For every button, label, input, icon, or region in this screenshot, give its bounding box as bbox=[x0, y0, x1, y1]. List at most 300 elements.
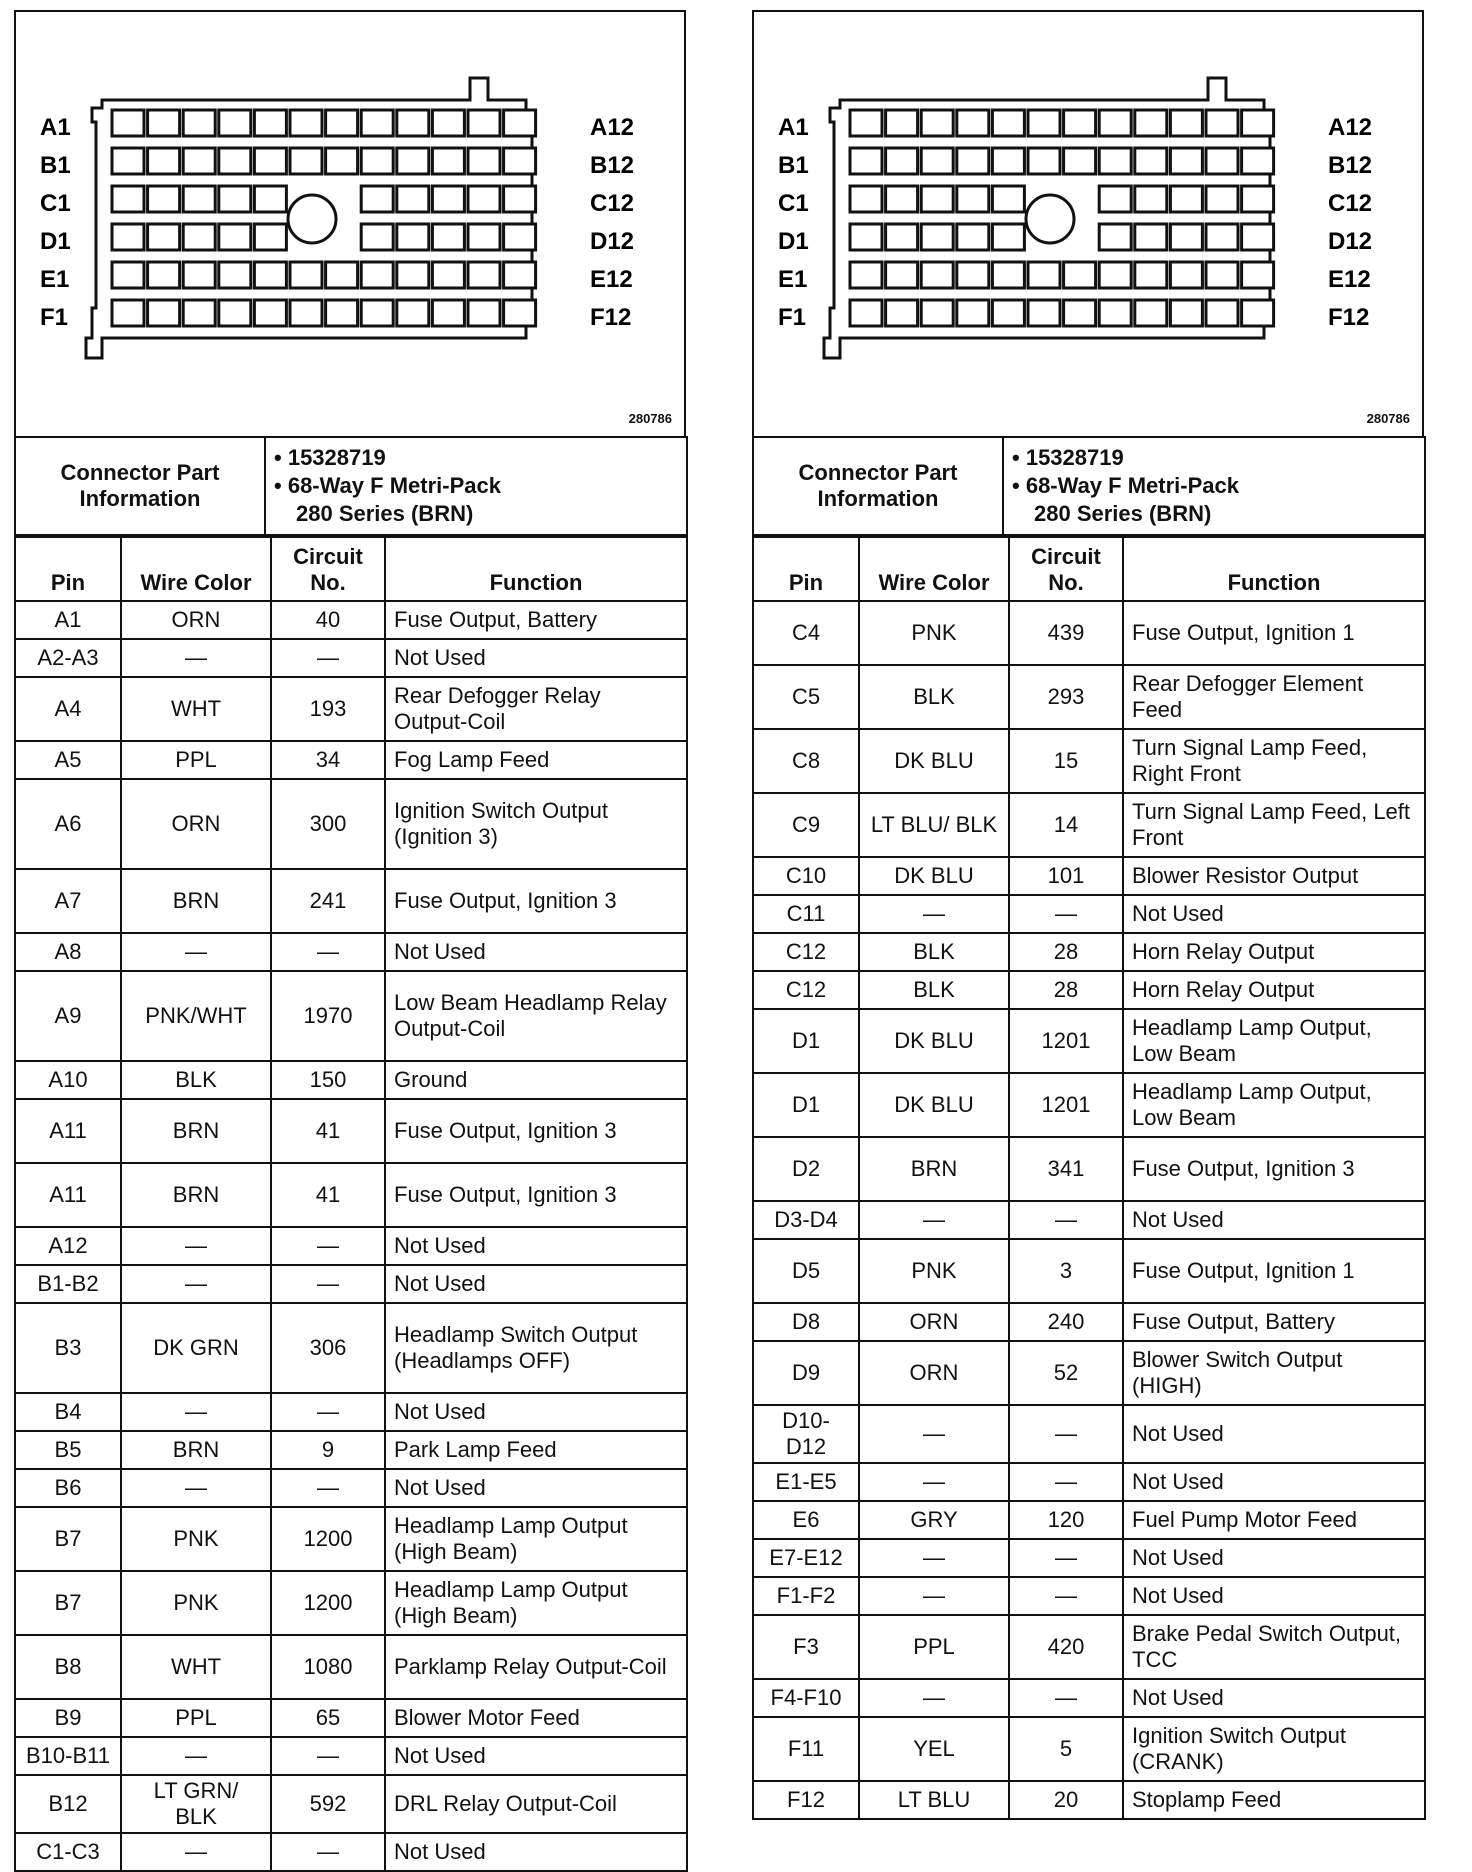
table-row bbox=[15, 741, 687, 779]
header-wire-color: Wire Color bbox=[859, 537, 1009, 601]
pin-cavity bbox=[361, 300, 393, 326]
pin-cell: B7 bbox=[15, 1571, 121, 1635]
pin-cavity bbox=[183, 186, 215, 212]
function-cell: Headlamp Switch Output (Headlamps OFF) bbox=[385, 1303, 687, 1393]
function-cell: Fuse Output, Ignition 3 bbox=[385, 1163, 687, 1227]
wire-color-cell: BLK bbox=[859, 665, 1009, 729]
pin-cavity bbox=[921, 262, 953, 288]
pin-cavity bbox=[290, 262, 322, 288]
function-cell: Headlamp Lamp Output, Low Beam bbox=[1123, 1073, 1425, 1137]
pin-cavity bbox=[112, 148, 144, 174]
table-row bbox=[15, 1393, 687, 1431]
pin-cavity bbox=[1028, 110, 1060, 136]
pin-cavity bbox=[254, 262, 286, 288]
function-cell: Headlamp Lamp Output (High Beam) bbox=[385, 1507, 687, 1571]
pin-cell: B10-B11 bbox=[15, 1737, 121, 1775]
pin-cavity bbox=[1099, 262, 1131, 288]
table-row bbox=[15, 1303, 687, 1393]
pin-cell: A2-A3 bbox=[15, 639, 121, 677]
row-label: E1 bbox=[778, 266, 808, 293]
pin-cavity bbox=[1206, 262, 1238, 288]
wire-color-cell: — bbox=[121, 1393, 271, 1431]
pin-cavity bbox=[850, 186, 882, 212]
wire-color-cell: GRY bbox=[859, 1501, 1009, 1539]
function-cell: Horn Relay Output bbox=[1123, 933, 1425, 971]
pin-cavity bbox=[290, 148, 322, 174]
pin-cell: D2 bbox=[753, 1137, 859, 1201]
pin-cavity bbox=[148, 186, 180, 212]
pin-cavity bbox=[992, 262, 1024, 288]
table-row bbox=[15, 1469, 687, 1507]
header-function: Function bbox=[1123, 537, 1425, 601]
table-row bbox=[753, 1577, 1425, 1615]
pin-cavity bbox=[1135, 110, 1167, 136]
wire-color-cell: DK BLU bbox=[859, 1009, 1009, 1073]
circuit-cell: 1200 bbox=[271, 1507, 385, 1571]
wire-color-cell: PNK/WHT bbox=[121, 971, 271, 1061]
pin-cavity bbox=[1135, 262, 1167, 288]
pin-cell: A1 bbox=[15, 601, 121, 639]
wire-color-cell: ORN bbox=[121, 779, 271, 869]
key-hole bbox=[1026, 195, 1074, 243]
wire-color-cell: — bbox=[859, 1405, 1009, 1463]
row-labels-right bbox=[1328, 114, 1372, 331]
wire-color-cell: BRN bbox=[859, 1137, 1009, 1201]
wire-color-cell: YEL bbox=[859, 1717, 1009, 1781]
pin-cavity bbox=[183, 300, 215, 326]
wire-color-cell: — bbox=[859, 1539, 1009, 1577]
connector-diagram bbox=[752, 10, 1424, 436]
pin-cavity bbox=[850, 148, 882, 174]
table-row bbox=[15, 1507, 687, 1571]
circuit-cell: 341 bbox=[1009, 1137, 1123, 1201]
pin-cell: F1-F2 bbox=[753, 1577, 859, 1615]
table-row bbox=[15, 1061, 687, 1099]
pin-cell: A11 bbox=[15, 1163, 121, 1227]
table-row bbox=[753, 1239, 1425, 1303]
pin-cavity bbox=[326, 148, 358, 174]
pin-cavity bbox=[1028, 262, 1060, 288]
table-row bbox=[15, 1099, 687, 1163]
pin-cavity bbox=[432, 262, 464, 288]
wire-color-cell: WHT bbox=[121, 677, 271, 741]
pin-cell: D1 bbox=[753, 1073, 859, 1137]
wire-color-cell: BLK bbox=[859, 933, 1009, 971]
pin-cavity bbox=[992, 224, 1024, 250]
wire-color-cell: BLK bbox=[859, 971, 1009, 1009]
header-circuit: Circuit No. bbox=[1009, 537, 1123, 601]
pin-cavity bbox=[112, 262, 144, 288]
table-row bbox=[753, 1009, 1425, 1073]
function-cell: Not Used bbox=[385, 933, 687, 971]
pin-cell: A6 bbox=[15, 779, 121, 869]
pin-cavity bbox=[1099, 224, 1131, 250]
row-labels-left bbox=[778, 114, 809, 331]
table-row bbox=[15, 1227, 687, 1265]
part-number: 15328719 bbox=[287, 445, 386, 470]
pin-cavity bbox=[1206, 186, 1238, 212]
pin-cavity bbox=[992, 148, 1024, 174]
connector-face-drawing bbox=[16, 12, 688, 436]
pin-cavity bbox=[326, 300, 358, 326]
circuit-cell: 3 bbox=[1009, 1239, 1123, 1303]
table-row bbox=[15, 1431, 687, 1469]
pin-cell: D3-D4 bbox=[753, 1201, 859, 1239]
pin-cell: B8 bbox=[15, 1635, 121, 1699]
pin-cavity bbox=[361, 186, 393, 212]
header-circuit: Circuit No. bbox=[271, 537, 385, 601]
pin-cavity bbox=[992, 300, 1024, 326]
table-row bbox=[753, 1717, 1425, 1781]
function-cell: Fuse Output, Ignition 1 bbox=[1123, 1239, 1425, 1303]
circuit-cell: 28 bbox=[1009, 971, 1123, 1009]
pin-cavity bbox=[992, 110, 1024, 136]
pin-cell: A8 bbox=[15, 933, 121, 971]
wire-color-cell: ORN bbox=[121, 601, 271, 639]
pin-cavity bbox=[1064, 262, 1096, 288]
pin-cavity bbox=[850, 300, 882, 326]
connector-part-values: • 15328719 • 68-Way F Metri-Pack 280 Series (BRN) bbox=[1003, 437, 1425, 535]
table-row bbox=[15, 1737, 687, 1775]
function-cell: Not Used bbox=[1123, 895, 1425, 933]
table-row bbox=[753, 1463, 1425, 1501]
row-label: C1 bbox=[40, 190, 71, 217]
circuit-cell: 41 bbox=[271, 1099, 385, 1163]
pin-cavity bbox=[219, 186, 251, 212]
pin-cavity bbox=[148, 148, 180, 174]
pin-cavity bbox=[148, 224, 180, 250]
circuit-cell: 1970 bbox=[271, 971, 385, 1061]
table-row bbox=[753, 1137, 1425, 1201]
pin-cell: D1 bbox=[753, 1009, 859, 1073]
row-labels-left bbox=[40, 114, 71, 331]
pin-cell: C12 bbox=[753, 933, 859, 971]
pin-cavity bbox=[326, 262, 358, 288]
row-label: A12 bbox=[1328, 114, 1373, 141]
part-description: 68-Way F Metri-Pack bbox=[1025, 473, 1239, 498]
pin-cell: D10- D12 bbox=[753, 1405, 859, 1463]
circuit-cell: — bbox=[1009, 1577, 1123, 1615]
pin-cavity bbox=[326, 110, 358, 136]
function-cell: Fuse Output, Battery bbox=[385, 601, 687, 639]
pin-cavity bbox=[1242, 224, 1274, 250]
table-row bbox=[753, 729, 1425, 793]
pin-cavity bbox=[886, 300, 918, 326]
pin-cavity bbox=[432, 224, 464, 250]
wire-color-cell: LT BLU/ BLK bbox=[859, 793, 1009, 857]
header-pin: Pin bbox=[15, 537, 121, 601]
row-label: D1 bbox=[40, 228, 71, 255]
pin-cavity bbox=[504, 186, 536, 212]
pin-cell: A5 bbox=[15, 741, 121, 779]
circuit-cell: 20 bbox=[1009, 1781, 1123, 1819]
wire-color-cell: PNK bbox=[859, 1239, 1009, 1303]
pin-cell: C12 bbox=[753, 971, 859, 1009]
function-cell: Not Used bbox=[1123, 1463, 1425, 1501]
pin-cavity bbox=[1064, 148, 1096, 174]
pin-cavity bbox=[1242, 300, 1274, 326]
pin-cell: C5 bbox=[753, 665, 859, 729]
function-cell: Fog Lamp Feed bbox=[385, 741, 687, 779]
pin-cell: C9 bbox=[753, 793, 859, 857]
pin-cell: A10 bbox=[15, 1061, 121, 1099]
pin-cavity bbox=[397, 300, 429, 326]
table-row bbox=[753, 1405, 1425, 1463]
function-cell: Headlamp Lamp Output, Low Beam bbox=[1123, 1009, 1425, 1073]
pin-cell: C11 bbox=[753, 895, 859, 933]
pin-cell: F11 bbox=[753, 1717, 859, 1781]
pin-cavity bbox=[254, 110, 286, 136]
row-label: C1 bbox=[778, 190, 809, 217]
pin-cavity bbox=[1242, 186, 1274, 212]
pin-cavity bbox=[254, 224, 286, 250]
pin-cavity bbox=[850, 262, 882, 288]
circuit-cell: — bbox=[271, 1393, 385, 1431]
circuit-cell: 1201 bbox=[1009, 1073, 1123, 1137]
diagram-id: 280786 bbox=[1366, 411, 1410, 426]
pin-cell: B12 bbox=[15, 1775, 121, 1833]
table-row bbox=[15, 1635, 687, 1699]
circuit-cell: 28 bbox=[1009, 933, 1123, 971]
connector-outline bbox=[824, 78, 1274, 358]
function-cell: Low Beam Headlamp Relay Output-Coil bbox=[385, 971, 687, 1061]
pin-cavity bbox=[1064, 300, 1096, 326]
pin-cavity bbox=[361, 262, 393, 288]
row-label: F12 bbox=[1328, 304, 1370, 331]
pin-cavity bbox=[112, 110, 144, 136]
pin-cavity bbox=[432, 148, 464, 174]
wire-color-cell: PPL bbox=[121, 1699, 271, 1737]
wire-color-cell: BRN bbox=[121, 1163, 271, 1227]
circuit-cell: — bbox=[1009, 1679, 1123, 1717]
pin-cavity bbox=[397, 186, 429, 212]
pin-cell: B1-B2 bbox=[15, 1265, 121, 1303]
row-label: C12 bbox=[1328, 190, 1373, 217]
pin-cell: E1-E5 bbox=[753, 1463, 859, 1501]
right-connector-panel bbox=[752, 10, 1424, 1820]
pin-cavity bbox=[921, 110, 953, 136]
pin-cavity bbox=[183, 110, 215, 136]
function-cell: Stoplamp Feed bbox=[1123, 1781, 1425, 1819]
part-series: 280 Series (BRN) bbox=[1034, 501, 1212, 526]
function-cell: Rear Defogger Element Feed bbox=[1123, 665, 1425, 729]
function-cell: Not Used bbox=[385, 1833, 687, 1871]
pin-cell: C8 bbox=[753, 729, 859, 793]
connector-face-drawing bbox=[754, 12, 1426, 436]
wire-color-cell: — bbox=[859, 895, 1009, 933]
pin-cell: E7-E12 bbox=[753, 1539, 859, 1577]
header-wire-color: Wire Color bbox=[121, 537, 271, 601]
circuit-cell: 14 bbox=[1009, 793, 1123, 857]
circuit-cell: — bbox=[1009, 1405, 1123, 1463]
pin-cavity bbox=[504, 110, 536, 136]
circuit-cell: — bbox=[271, 639, 385, 677]
connector-part-values: • 15328719 • 68-Way F Metri-Pack 280 Series (BRN) bbox=[265, 437, 687, 535]
pin-cavity bbox=[886, 110, 918, 136]
pin-cavity bbox=[361, 148, 393, 174]
table-row bbox=[15, 779, 687, 869]
pin-cavity bbox=[957, 224, 989, 250]
row-label: D12 bbox=[590, 228, 635, 255]
table-row bbox=[753, 1201, 1425, 1239]
function-cell: Not Used bbox=[385, 1265, 687, 1303]
pin-cavity bbox=[397, 110, 429, 136]
wire-color-cell: BLK bbox=[121, 1061, 271, 1099]
pin-cavity bbox=[290, 110, 322, 136]
function-cell: Parklamp Relay Output-Coil bbox=[385, 1635, 687, 1699]
pin-cavity bbox=[921, 148, 953, 174]
pin-cavity bbox=[219, 300, 251, 326]
circuit-cell: — bbox=[271, 1265, 385, 1303]
pin-cavity bbox=[468, 262, 500, 288]
function-cell: Fuel Pump Motor Feed bbox=[1123, 1501, 1425, 1539]
wire-color-cell: — bbox=[859, 1463, 1009, 1501]
pin-cell: A9 bbox=[15, 971, 121, 1061]
pin-cavity bbox=[219, 262, 251, 288]
table-row bbox=[15, 601, 687, 639]
pin-cavity bbox=[1170, 110, 1202, 136]
pin-cavity bbox=[886, 186, 918, 212]
pin-cell: A7 bbox=[15, 869, 121, 933]
function-cell: Fuse Output, Ignition 1 bbox=[1123, 601, 1425, 665]
pin-cavity bbox=[1206, 148, 1238, 174]
table-row bbox=[753, 665, 1425, 729]
pin-cavity bbox=[1099, 110, 1131, 136]
circuit-cell: 241 bbox=[271, 869, 385, 933]
pin-cavity bbox=[112, 224, 144, 250]
circuit-cell: 306 bbox=[271, 1303, 385, 1393]
function-cell: Blower Motor Feed bbox=[385, 1699, 687, 1737]
table-row bbox=[753, 1501, 1425, 1539]
pin-cavity bbox=[1064, 110, 1096, 136]
function-cell: Horn Relay Output bbox=[1123, 971, 1425, 1009]
circuit-cell: — bbox=[1009, 895, 1123, 933]
pin-cavity bbox=[1135, 148, 1167, 174]
pin-cavity bbox=[432, 300, 464, 326]
circuit-cell: 240 bbox=[1009, 1303, 1123, 1341]
pin-cell: F3 bbox=[753, 1615, 859, 1679]
wire-color-cell: — bbox=[121, 1227, 271, 1265]
table-row bbox=[15, 1265, 687, 1303]
circuit-cell: 300 bbox=[271, 779, 385, 869]
row-label: B12 bbox=[1328, 152, 1373, 179]
row-label: A12 bbox=[590, 114, 635, 141]
wire-color-cell: PNK bbox=[121, 1507, 271, 1571]
pinout-table bbox=[752, 536, 1426, 1820]
table-row bbox=[753, 895, 1425, 933]
wire-color-cell: — bbox=[121, 639, 271, 677]
pin-cavity bbox=[183, 148, 215, 174]
wire-color-cell: LT GRN/ BLK bbox=[121, 1775, 271, 1833]
circuit-cell: 52 bbox=[1009, 1341, 1123, 1405]
function-cell: Not Used bbox=[385, 1227, 687, 1265]
circuit-cell: 15 bbox=[1009, 729, 1123, 793]
pin-cavity bbox=[1135, 300, 1167, 326]
part-description: 68-Way F Metri-Pack bbox=[287, 473, 501, 498]
function-cell: Turn Signal Lamp Feed, Right Front bbox=[1123, 729, 1425, 793]
table-row bbox=[753, 601, 1425, 665]
wire-color-cell: — bbox=[859, 1679, 1009, 1717]
pin-cell: D5 bbox=[753, 1239, 859, 1303]
function-cell: Fuse Output, Ignition 3 bbox=[385, 869, 687, 933]
pin-cell: C1-C3 bbox=[15, 1833, 121, 1871]
circuit-cell: 101 bbox=[1009, 857, 1123, 895]
wire-color-cell: PPL bbox=[121, 741, 271, 779]
wire-color-cell: — bbox=[121, 1833, 271, 1871]
row-label: E12 bbox=[1328, 266, 1371, 293]
circuit-cell: — bbox=[271, 1469, 385, 1507]
circuit-cell: — bbox=[271, 933, 385, 971]
pin-cell: D9 bbox=[753, 1341, 859, 1405]
pin-cell: B5 bbox=[15, 1431, 121, 1469]
pin-cavity bbox=[1170, 148, 1202, 174]
pin-cavity bbox=[112, 300, 144, 326]
wire-color-cell: LT BLU bbox=[859, 1781, 1009, 1819]
function-cell: Not Used bbox=[1123, 1679, 1425, 1717]
row-label: F12 bbox=[590, 304, 632, 331]
pin-cavity bbox=[397, 262, 429, 288]
pin-cavity bbox=[1135, 186, 1167, 212]
pin-cavity bbox=[1242, 148, 1274, 174]
function-cell: Not Used bbox=[1123, 1539, 1425, 1577]
function-cell: Fuse Output, Battery bbox=[1123, 1303, 1425, 1341]
pin-cavity bbox=[290, 300, 322, 326]
pin-cavity bbox=[468, 148, 500, 174]
pin-cavity bbox=[504, 224, 536, 250]
pin-cavity bbox=[361, 224, 393, 250]
row-label: D12 bbox=[1328, 228, 1373, 255]
pin-cavity bbox=[397, 148, 429, 174]
pin-cavity bbox=[183, 224, 215, 250]
table-row bbox=[753, 971, 1425, 1009]
wire-color-cell: — bbox=[121, 1265, 271, 1303]
pin-cell: D8 bbox=[753, 1303, 859, 1341]
pin-cell: B9 bbox=[15, 1699, 121, 1737]
pin-cell: B3 bbox=[15, 1303, 121, 1393]
pinout-rows bbox=[15, 601, 687, 1871]
pin-cell: A12 bbox=[15, 1227, 121, 1265]
table-row bbox=[753, 1615, 1425, 1679]
circuit-cell: 41 bbox=[271, 1163, 385, 1227]
wire-color-cell: — bbox=[121, 1737, 271, 1775]
function-cell: Fuse Output, Ignition 3 bbox=[1123, 1137, 1425, 1201]
circuit-cell: 9 bbox=[271, 1431, 385, 1469]
wire-color-cell: PNK bbox=[121, 1571, 271, 1635]
function-cell: Not Used bbox=[385, 1737, 687, 1775]
table-row bbox=[753, 1679, 1425, 1717]
circuit-cell: — bbox=[271, 1737, 385, 1775]
function-cell: Not Used bbox=[1123, 1201, 1425, 1239]
connector-info-table bbox=[14, 436, 688, 536]
wire-color-cell: DK BLU bbox=[859, 729, 1009, 793]
function-cell: Fuse Output, Ignition 3 bbox=[385, 1099, 687, 1163]
table-row bbox=[15, 1571, 687, 1635]
function-cell: Not Used bbox=[385, 1469, 687, 1507]
circuit-cell: 1201 bbox=[1009, 1009, 1123, 1073]
wire-color-cell: ORN bbox=[859, 1341, 1009, 1405]
pin-cavity bbox=[1028, 148, 1060, 174]
pin-cavity bbox=[504, 300, 536, 326]
circuit-cell: — bbox=[1009, 1463, 1123, 1501]
function-cell: Not Used bbox=[385, 1393, 687, 1431]
row-labels-right bbox=[590, 114, 634, 331]
circuit-cell: — bbox=[1009, 1539, 1123, 1577]
left-connector-panel bbox=[14, 10, 686, 1872]
pinout-table bbox=[14, 536, 688, 1872]
circuit-cell: — bbox=[271, 1227, 385, 1265]
connector-outline bbox=[86, 78, 536, 358]
row-label: D1 bbox=[778, 228, 809, 255]
